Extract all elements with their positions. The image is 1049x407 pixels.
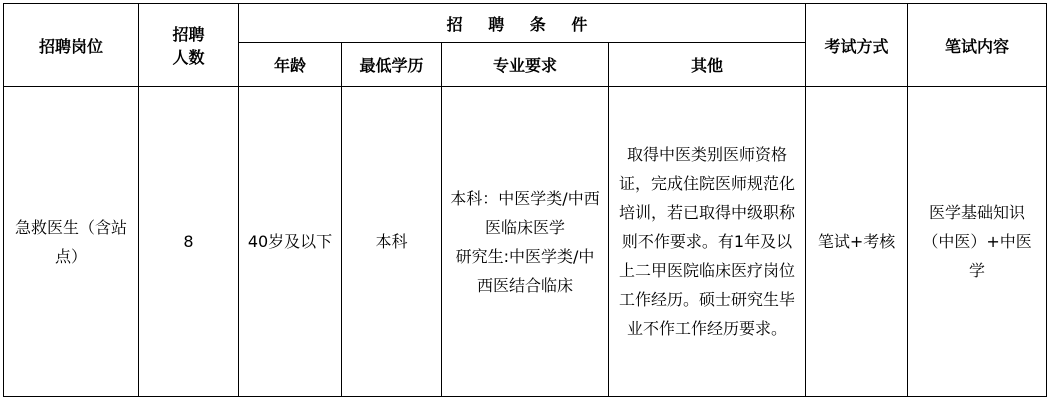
header-count — [139, 4, 239, 87]
header-education: 最低学历 — [342, 43, 442, 87]
header-count-line2: 人数 — [172, 48, 205, 67]
cell-education: 本科 — [342, 87, 442, 397]
header-other: 其他 — [609, 43, 806, 87]
table-row — [4, 87, 1047, 397]
cell-major — [442, 87, 609, 397]
header-conditions: 招 聘 条 件 — [239, 4, 806, 43]
header-age: 年龄 — [239, 43, 342, 87]
header-row-1 — [4, 4, 1047, 43]
header-major: 专业要求 — [442, 43, 609, 87]
cell-position: 急救医生（含站点） — [4, 87, 139, 397]
header-exam-method: 考试方式 — [806, 4, 908, 87]
major-graduate: 研究生:中医学类/中西医结合临床 — [455, 246, 595, 295]
header-written-content: 笔试内容 — [908, 4, 1047, 87]
recruitment-table — [3, 3, 1047, 397]
cell-other: 取得中医类别医师资格证，完成住院医师规范化培训，若已取得中级职称则不作要求。有1年及以上二甲医院临床医疗岗位工作经历。硕士研究生毕业不作工作经历要求。 — [609, 87, 806, 397]
cell-count: 8 — [139, 87, 239, 397]
cell-written-content: 医学基础知识（中医）+中医学 — [908, 87, 1047, 397]
header-position: 招聘岗位 — [4, 4, 139, 87]
cell-age: 40岁及以下 — [239, 87, 342, 397]
cell-exam-method: 笔试+考核 — [806, 87, 908, 397]
major-undergrad: 本科：中医学类/中西医临床医学 — [450, 188, 600, 237]
header-count-line1: 招聘 — [172, 25, 205, 44]
